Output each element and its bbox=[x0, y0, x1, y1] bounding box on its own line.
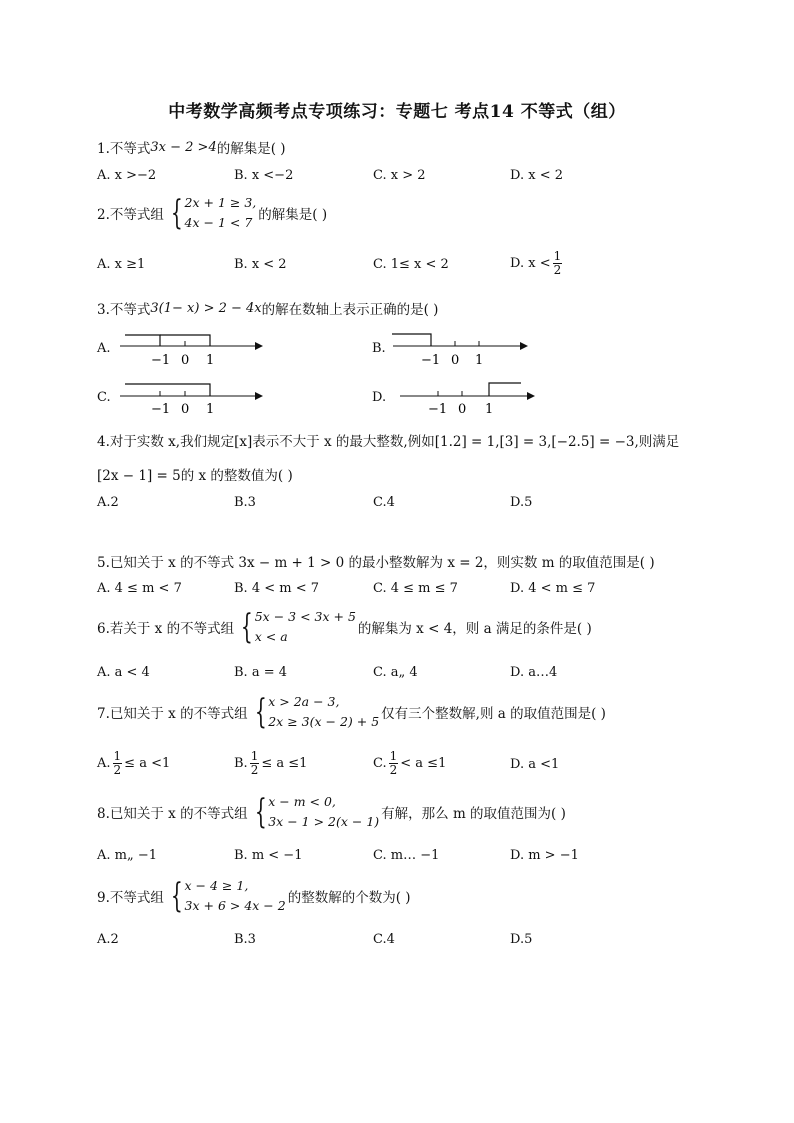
tick-label: −1 bbox=[428, 402, 448, 416]
q5-option-a[interactable]: A. 4 ≤ m < 7 bbox=[97, 581, 182, 596]
q2-option-d[interactable] bbox=[510, 250, 564, 277]
q9-stem-pre: 9.不等式组 bbox=[97, 890, 164, 906]
q3-option-b-numberline[interactable] bbox=[388, 328, 533, 368]
q2-option-b[interactable]: B. x < 2 bbox=[234, 257, 287, 272]
q4-option-b[interactable]: B.3 bbox=[234, 495, 256, 510]
fraction-one-half: $\frac{1}{2}$ bbox=[389, 749, 398, 777]
q9-system bbox=[166, 876, 286, 916]
q7-system bbox=[250, 692, 380, 732]
fraction-one-half: $\frac{1}{2}$ bbox=[250, 749, 259, 777]
tick-label: 1 bbox=[485, 402, 494, 416]
question-4-line-2: [2x − 1] = 5的 x 的整数值为( ) bbox=[97, 468, 293, 484]
q9-option-b[interactable]: B.3 bbox=[234, 932, 256, 947]
q6-option-b[interactable]: B. a = 4 bbox=[234, 665, 287, 680]
tick-label: 0 bbox=[458, 402, 467, 416]
q4-option-d[interactable]: D.5 bbox=[510, 495, 533, 510]
q3-stem-post: 的解在数轴上表示正确的是( ) bbox=[261, 302, 439, 318]
q7-system-line-1: x > 2a − 3, bbox=[268, 694, 340, 709]
q6-option-a[interactable]: A. a < 4 bbox=[97, 665, 150, 680]
q7-stem-pre: 7.已知关于 x 的不等式组 bbox=[97, 706, 248, 722]
q6-stem-post: 的解集为 x < 4，则 a 满足的条件是( ) bbox=[357, 621, 592, 637]
q5-option-d[interactable]: D. 4 < m ≤ 7 bbox=[510, 581, 596, 596]
page-title: 中考数学高频考点专项练习：专题七 考点14 不等式（组） bbox=[168, 102, 626, 122]
q2-options bbox=[97, 249, 717, 277]
q6-system-line-1: 5x − 3 < 3x + 5 bbox=[254, 609, 356, 624]
q3-option-c-numberline[interactable] bbox=[115, 376, 265, 416]
q5-options bbox=[97, 581, 717, 601]
q9-option-a[interactable]: A.2 bbox=[97, 932, 119, 947]
q2-option-c[interactable]: C. 1≤ x < 2 bbox=[373, 257, 449, 272]
q4-option-a[interactable]: A.2 bbox=[97, 495, 119, 510]
q6-options bbox=[97, 665, 717, 685]
q4-option-c[interactable]: C.4 bbox=[373, 495, 395, 510]
q1-options bbox=[97, 168, 717, 188]
q2-system-line-2: 4x − 1 < 7 bbox=[184, 215, 253, 230]
question-2 bbox=[97, 193, 327, 233]
brace-icon: { bbox=[254, 792, 267, 832]
tick-label: −1 bbox=[151, 402, 171, 416]
question-5: 5.已知关于 x 的不等式 3x − m + 1 > 0 的最小整数解为 x = 2，则实数 m 的取值范围是( ) bbox=[97, 555, 655, 571]
q6-system-line-2: x < a bbox=[254, 629, 288, 644]
q1-option-b[interactable]: B. x <−2 bbox=[234, 168, 294, 183]
question-7 bbox=[97, 692, 606, 732]
q7-options bbox=[97, 749, 717, 777]
question-6 bbox=[97, 607, 592, 647]
q2-system bbox=[166, 193, 256, 233]
q8-system-line-2: 3x − 1 > 2(x − 1) bbox=[268, 814, 380, 829]
q5-option-c[interactable]: C. 4 ≤ m ≤ 7 bbox=[373, 581, 458, 596]
q9-option-c[interactable]: C.4 bbox=[373, 932, 395, 947]
q7-option-c[interactable]: C. $\frac{1}{2}$ < a ≤1 bbox=[373, 749, 447, 777]
q2-system-line-1: 2x + 1 ≥ 3, bbox=[184, 195, 257, 210]
q3-option-d-label[interactable]: D. bbox=[372, 390, 387, 405]
fraction-one-half: $\frac{1}{2}$ bbox=[113, 749, 122, 777]
tick-label: 1 bbox=[206, 402, 215, 416]
q3-stem-pre: 3.不等式 bbox=[97, 302, 151, 318]
q3-inequality: 3(1− x) > 2 − 4x bbox=[150, 300, 262, 316]
q2-stem-post: 的解集是( ) bbox=[258, 207, 328, 223]
q8-stem-post: 有解，那么 m 的取值范围为( ) bbox=[381, 806, 566, 822]
question-9 bbox=[97, 876, 411, 916]
q9-system-line-1: x − 4 ≥ 1, bbox=[184, 878, 249, 893]
q7-system-line-2: 2x ≥ 3(x − 2) + 5 bbox=[268, 714, 380, 729]
q1-option-d[interactable]: D. x < 2 bbox=[510, 168, 563, 183]
tick-label: −1 bbox=[151, 353, 171, 368]
tick-label: 0 bbox=[181, 353, 190, 368]
brace-icon: { bbox=[240, 607, 253, 647]
q6-option-c[interactable]: C. a„ 4 bbox=[373, 665, 418, 680]
q3-option-a-label[interactable]: A. bbox=[97, 341, 111, 356]
q6-option-d[interactable]: D. a…4 bbox=[510, 665, 558, 680]
q2-stem-pre: 2.不等式组 bbox=[97, 207, 164, 223]
q3-option-a-numberline[interactable] bbox=[115, 328, 265, 368]
q1-inequality: 3x − 2 >4 bbox=[150, 139, 217, 155]
question-3 bbox=[97, 298, 438, 318]
q8-system bbox=[250, 792, 380, 832]
q8-system-line-1: x − m < 0, bbox=[268, 794, 336, 809]
q1-option-a[interactable]: A. x >−2 bbox=[97, 168, 157, 183]
q2-option-d-fraction: $\frac{1}{2}$ bbox=[553, 249, 562, 277]
brace-icon: { bbox=[254, 692, 267, 732]
brace-icon: { bbox=[170, 876, 183, 916]
q8-option-c[interactable]: C. m… −1 bbox=[373, 848, 440, 863]
q9-system-line-2: 3x + 6 > 4x − 2 bbox=[184, 898, 286, 913]
tick-label: 0 bbox=[451, 353, 460, 368]
q9-option-d[interactable]: D.5 bbox=[510, 932, 533, 947]
q4-options bbox=[97, 495, 717, 515]
q6-stem-pre: 6.若关于 x 的不等式组 bbox=[97, 621, 235, 637]
q7-stem-post: 仅有三个整数解,则 a 的取值范围是( ) bbox=[381, 706, 606, 722]
question-8 bbox=[97, 792, 566, 832]
q6-system bbox=[236, 607, 356, 647]
question-1 bbox=[97, 137, 286, 157]
q2-option-d-prefix: D. x < bbox=[510, 256, 551, 271]
question-4-line-1: 4.对于实数 x,我们规定[x]表示不大于 x 的最大整数,例如[1.2] = 1,[3] = 3,[−2.5] = −3,则满足 bbox=[97, 434, 680, 450]
tick-label: 1 bbox=[475, 353, 484, 368]
tick-label: −1 bbox=[421, 353, 441, 368]
q7-option-b[interactable]: B. $\frac{1}{2}$ ≤ a ≤1 bbox=[234, 749, 308, 777]
tick-label: 1 bbox=[206, 353, 215, 368]
q1-stem-post: 的解集是( ) bbox=[216, 141, 286, 157]
q7-option-d[interactable]: D. a <1 bbox=[510, 757, 560, 772]
q3-option-d-numberline[interactable] bbox=[395, 376, 540, 416]
q5-option-b[interactable]: B. 4 < m < 7 bbox=[234, 581, 320, 596]
q1-option-c[interactable]: C. x > 2 bbox=[373, 168, 426, 183]
q7-option-a[interactable]: A. $\frac{1}{2}$ ≤ a <1 bbox=[97, 749, 171, 777]
q8-option-a[interactable]: A. m„ −1 bbox=[97, 848, 158, 863]
tick-label: 0 bbox=[181, 402, 190, 416]
q8-option-d[interactable]: D. m > −1 bbox=[510, 848, 579, 863]
brace-icon: { bbox=[170, 193, 183, 233]
q2-option-a[interactable]: A. x ≥1 bbox=[97, 257, 146, 272]
q8-stem-pre: 8.已知关于 x 的不等式组 bbox=[97, 806, 248, 822]
q8-option-b[interactable]: B. m < −1 bbox=[234, 848, 303, 863]
q1-stem-pre: 1.不等式 bbox=[97, 141, 151, 157]
q9-stem-post: 的整数解的个数为( ) bbox=[287, 890, 411, 906]
q9-options bbox=[97, 932, 717, 952]
q3-option-b-label[interactable]: B. bbox=[372, 341, 386, 356]
q3-option-c-label[interactable]: C. bbox=[97, 390, 111, 405]
q8-options bbox=[97, 848, 717, 868]
